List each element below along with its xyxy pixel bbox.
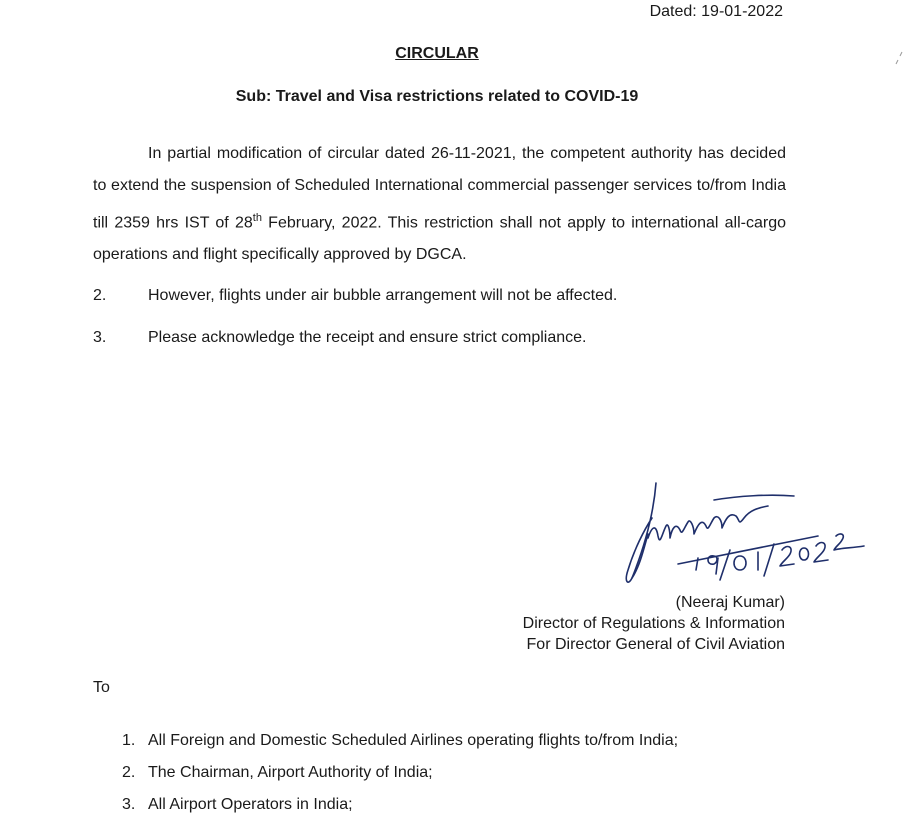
scan-mark xyxy=(894,50,904,66)
recipient-number: 3. xyxy=(122,796,136,813)
list-item xyxy=(122,732,678,764)
signatory-name: (Neeraj Kumar) xyxy=(675,594,785,611)
point-text: However, flights under air bubble arrangement will not be affected. xyxy=(148,287,618,304)
point-3 xyxy=(93,329,586,347)
signatory-on-behalf: For Director General of Civil Aviation xyxy=(526,636,785,653)
document-title: CIRCULAR xyxy=(395,45,479,62)
recipient-list xyxy=(122,732,678,828)
signatory-block xyxy=(523,592,785,655)
point-2 xyxy=(93,287,617,305)
recipient-number: 2. xyxy=(122,764,136,781)
recipient-text: All Airport Operators in India; xyxy=(148,796,353,813)
recipient-text: The Chairman, Airport Authority of India; xyxy=(148,764,433,781)
to-label: To xyxy=(93,679,110,696)
list-item xyxy=(122,796,678,828)
handwritten-signature xyxy=(618,478,868,593)
point-number: 2. xyxy=(93,287,107,304)
ordinal-superscript: th xyxy=(252,212,262,224)
point-number: 3. xyxy=(93,329,107,346)
list-item xyxy=(122,764,678,796)
point-text: Please acknowledge the receipt and ensure strict compliance. xyxy=(148,329,587,346)
paragraph-1-text-a: In partial modification of circular dated 26-11-2021, the competent authority has decided to extend the suspension of Scheduled International commercial passenger services to/from India till 2359 hrs IST of 28 xyxy=(93,145,786,232)
paragraph-1 xyxy=(93,138,786,271)
dated-line: Dated: 19-01-2022 xyxy=(649,3,783,20)
paragraph-1-text-b: February, 2022. This restriction shall not apply to international all-cargo operations and flight specifically approved by DGCA. xyxy=(93,214,786,264)
recipient-text: All Foreign and Domestic Scheduled Airlines operating flights to/from India; xyxy=(148,732,679,749)
signatory-designation: Director of Regulations & Information xyxy=(522,615,785,632)
recipient-number: 1. xyxy=(122,732,136,749)
subject-line: Sub: Travel and Visa restrictions related to COVID-19 xyxy=(235,88,639,105)
